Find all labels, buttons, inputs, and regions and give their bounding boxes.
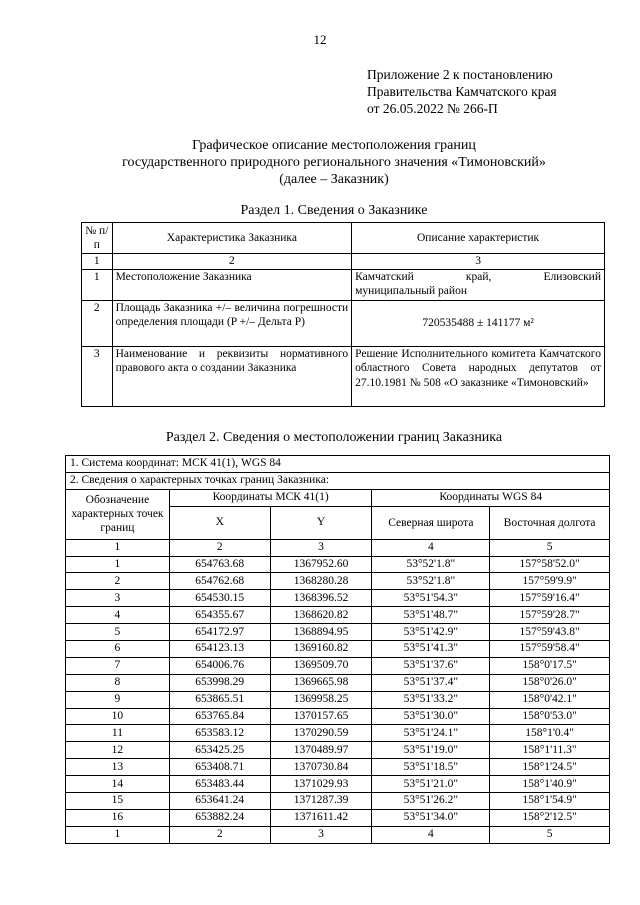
table-cell: 11: [66, 725, 170, 742]
table-row: [66, 691, 610, 708]
table-cell: 653765.84: [169, 708, 270, 725]
table-numbering-row: [66, 826, 610, 843]
table-cell: 158°1'0.4": [490, 725, 610, 742]
table-row: [66, 556, 610, 573]
table-cell: 8: [66, 674, 170, 691]
table-row: [66, 573, 610, 590]
section1-title: Раздел 1. Сведения о Заказнике: [240, 203, 428, 218]
table-cell: 13: [66, 759, 170, 776]
table-cell: 158°1'40.9": [490, 776, 610, 793]
table-cell: 654763.68: [169, 556, 270, 573]
table-row: [66, 759, 610, 776]
table-cell: 53°51'48.7": [372, 607, 490, 624]
table-cell: 53°51'37.6": [372, 657, 490, 674]
table-cell: Площадь Заказника +/– величина погрешности определения площади (P +/– Дельта P): [112, 300, 352, 346]
area-value: 720535488 ± 141177 м²: [352, 300, 605, 346]
table-cell: 53°51'41.3": [372, 641, 490, 658]
table-header-row: [82, 223, 605, 254]
table-cell: 158°0'17.5": [490, 657, 610, 674]
table-cell: 157°59'43.8": [490, 624, 610, 641]
table-cell: 157°59'9.9": [490, 573, 610, 590]
section2-table: [65, 455, 610, 844]
table-cell: 1370290.59: [270, 725, 372, 742]
table-cell: 2: [169, 539, 270, 556]
table-row: [66, 793, 610, 810]
section2-title: Раздел 2. Сведения о местоположении границ Заказника: [165, 430, 503, 445]
table-cell: 654172.97: [169, 624, 270, 641]
table-cell: 53°51'34.0": [372, 809, 490, 826]
table-cell: 158°0'42.1": [490, 691, 610, 708]
table-numbering-row: [82, 254, 605, 270]
table-cell: 53°51'33.2": [372, 691, 490, 708]
table-cell: 53°51'30.0": [372, 708, 490, 725]
table-cell: [352, 269, 605, 300]
table-cell: 1368280.28: [270, 573, 372, 590]
table-cell: 1368894.95: [270, 624, 372, 641]
table-cell: 53°51'19.0": [372, 742, 490, 759]
table-cell: 1370730.84: [270, 759, 372, 776]
table-cell: Решение Исполнительного комитета Камчатского областного Совета народных депутатов от 27.10.1981 № 508 «О заказнике «Тимоновский»: [352, 346, 605, 406]
table-cell: 1369509.70: [270, 657, 372, 674]
points-body: [66, 556, 610, 826]
title-line-3: (далее – Заказник): [279, 172, 389, 187]
table-cell: 1368396.52: [270, 590, 372, 607]
table-cell: 157°59'28.7": [490, 607, 610, 624]
table-row: [82, 346, 605, 406]
title-line-1: Графическое описание местоположения границ: [192, 138, 476, 153]
table-row: [66, 725, 610, 742]
table-cell: 4: [66, 607, 170, 624]
header-x: X: [169, 506, 270, 539]
table-cell: 1369665.98: [270, 674, 372, 691]
table-cell: 157°59'58.4": [490, 641, 610, 658]
table-cell: 3: [82, 346, 113, 406]
header-characteristic: Характеристика Заказника: [112, 223, 352, 254]
table-numbering-row: [66, 539, 610, 556]
table-cell: 2: [66, 573, 170, 590]
table-cell: 2: [169, 826, 270, 843]
table-cell: 1: [82, 269, 113, 300]
table-cell: 653865.51: [169, 691, 270, 708]
document-title: [0, 137, 640, 188]
appendix-line-1: Приложение 2 к постановлению: [367, 67, 553, 82]
table-cell: 1368620.82: [270, 607, 372, 624]
header-lat: Северная широта: [372, 506, 490, 539]
points-caption-row: [66, 472, 610, 489]
table-cell: 1371029.93: [270, 776, 372, 793]
table-cell: 1371611.42: [270, 809, 372, 826]
table-cell: 1367952.60: [270, 556, 372, 573]
table-cell: 16: [66, 809, 170, 826]
table-cell: 1: [66, 826, 170, 843]
table-cell: 10: [66, 708, 170, 725]
table-cell: 654355.67: [169, 607, 270, 624]
header-point: Обозначение характерных точек границ: [66, 489, 170, 539]
table-cell: 653641.24: [169, 793, 270, 810]
table-cell: Наименование и реквизиты нормативного правового акта о создании Заказника: [112, 346, 352, 406]
table-row: [66, 641, 610, 658]
section1-table: [81, 222, 605, 407]
coord-system-row: [66, 456, 610, 473]
points-caption: 2. Сведения о характерных точках границ Заказника:: [66, 472, 610, 489]
header-y: Y: [270, 506, 372, 539]
table-cell: 1370157.65: [270, 708, 372, 725]
table-row: [66, 742, 610, 759]
table-cell: 158°0'53.0": [490, 708, 610, 725]
table-cell: 53°51'24.1": [372, 725, 490, 742]
table-cell: 1371287.39: [270, 793, 372, 810]
table-cell: 158°1'11.3": [490, 742, 610, 759]
appendix-block: [367, 66, 557, 117]
table-cell: 1: [82, 254, 113, 270]
table-cell: 15: [66, 793, 170, 810]
table-cell: 53°51'42.9": [372, 624, 490, 641]
table-cell: 3: [352, 254, 605, 270]
title-line-2: государственного природного регионального значения «Тимоновский»: [122, 155, 546, 170]
page-number: 12: [313, 32, 327, 47]
table-cell: 653882.24: [169, 809, 270, 826]
header-description: Описание характеристик: [352, 223, 605, 254]
appendix-line-3: от 26.05.2022 № 266-П: [367, 101, 498, 116]
table-cell: 158°1'54.9": [490, 793, 610, 810]
table-cell: 14: [66, 776, 170, 793]
table-cell: 653483.44: [169, 776, 270, 793]
table-cell: 1369160.82: [270, 641, 372, 658]
table-cell: 53°52'1.8": [372, 556, 490, 573]
table-cell: 653998.29: [169, 674, 270, 691]
table-cell: 4: [372, 826, 490, 843]
table-cell: 158°0'26.0": [490, 674, 610, 691]
table-row: [66, 708, 610, 725]
table-row: [82, 269, 605, 300]
table-cell: 53°51'54.3": [372, 590, 490, 607]
table-cell: 3: [66, 590, 170, 607]
table-cell: 654530.15: [169, 590, 270, 607]
table-row: [66, 776, 610, 793]
table-cell: 53°51'18.5": [372, 759, 490, 776]
coord-system: 1. Система координат: МСК 41(1), WGS 84: [66, 456, 610, 473]
table-row: [66, 590, 610, 607]
table-header-row: [66, 489, 610, 506]
header-lon: Восточная долгота: [490, 506, 610, 539]
table-cell: 53°52'1.8": [372, 573, 490, 590]
table-cell: 9: [66, 691, 170, 708]
header-wgs: Координаты WGS 84: [372, 489, 610, 506]
table-cell: 1: [66, 556, 170, 573]
table-cell: 158°1'24.5": [490, 759, 610, 776]
table-cell: 7: [66, 657, 170, 674]
table-cell: 3: [270, 539, 372, 556]
table-cell: 654006.76: [169, 657, 270, 674]
table-cell: 654123.13: [169, 641, 270, 658]
table-cell: 5: [66, 624, 170, 641]
location-line-2: муниципальный район: [355, 285, 467, 297]
table-row: [66, 607, 610, 624]
table-cell: 3: [270, 826, 372, 843]
table-cell: 12: [66, 742, 170, 759]
table-cell: 5: [490, 539, 610, 556]
appendix-line-2: Правительства Камчатского края: [367, 84, 557, 99]
table-row: [82, 300, 605, 346]
header-msk: Координаты МСК 41(1): [169, 489, 372, 506]
location-line-1: Камчатский край, Елизовский: [355, 270, 601, 283]
table-cell: 157°58'52.0": [490, 556, 610, 573]
table-row: [66, 657, 610, 674]
table-cell: 157°59'16.4": [490, 590, 610, 607]
table-cell: 4: [372, 539, 490, 556]
table-cell: 6: [66, 641, 170, 658]
table-row: [66, 674, 610, 691]
table-cell: 53°51'21.0": [372, 776, 490, 793]
table-cell: 654762.68: [169, 573, 270, 590]
table-cell: 2: [82, 300, 113, 346]
table-cell: 2: [112, 254, 352, 270]
table-cell: 5: [490, 826, 610, 843]
table-cell: 53°51'37.4": [372, 674, 490, 691]
table-cell: 1370489.97: [270, 742, 372, 759]
table-row: [66, 624, 610, 641]
table-cell: Местоположение Заказника: [112, 269, 352, 300]
table-cell: 1369958.25: [270, 691, 372, 708]
table-cell: 53°51'26.2": [372, 793, 490, 810]
table-cell: 1: [66, 539, 170, 556]
table-cell: 158°2'12.5": [490, 809, 610, 826]
table-cell: 653583.12: [169, 725, 270, 742]
table-cell: 653425.25: [169, 742, 270, 759]
table-row: [66, 809, 610, 826]
table-cell: 653408.71: [169, 759, 270, 776]
header-num: № п/п: [82, 223, 113, 254]
